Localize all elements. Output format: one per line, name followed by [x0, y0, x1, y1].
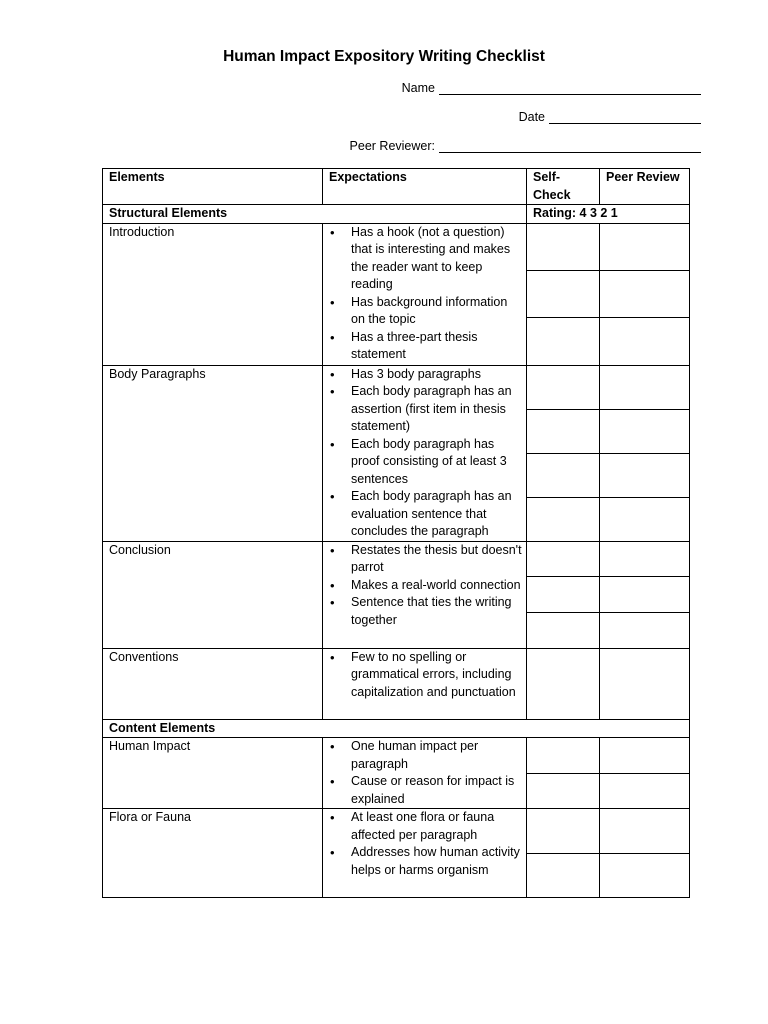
self-check-cell[interactable] — [527, 648, 600, 719]
page-title: Human Impact Expository Writing Checklist — [223, 48, 545, 65]
self-check-box[interactable] — [527, 738, 599, 773]
expectation-item: • Sentence that ties the writing together — [329, 594, 522, 629]
expectation-item: • Each body paragraph has proof consisting of at least 3 sentences — [329, 436, 522, 489]
expectation-item: • Has a hook (not a question) that is interesting and makes the reader want to keep reading — [329, 224, 522, 294]
peer-review-box[interactable] — [600, 270, 689, 317]
self-check-cell[interactable] — [527, 738, 600, 809]
expectations-cell — [323, 809, 527, 898]
self-check-cell[interactable] — [527, 541, 600, 648]
date-label: Date — [518, 110, 545, 124]
expectations-list — [329, 738, 522, 808]
expectation-item: • Has a three-part thesis statement — [329, 329, 522, 364]
section-title-content: Content Elements — [103, 719, 690, 738]
peer-review-box[interactable] — [600, 542, 689, 577]
peer-review-box[interactable] — [600, 649, 689, 719]
self-check-cell[interactable] — [527, 809, 600, 898]
peer-review-cell[interactable] — [600, 648, 690, 719]
self-check-box[interactable] — [527, 224, 599, 270]
table-row — [103, 809, 690, 898]
expectations-list — [329, 649, 522, 702]
peer-review-box[interactable] — [600, 366, 689, 409]
table-header-row — [103, 169, 690, 205]
self-check-box[interactable] — [527, 649, 599, 719]
expectation-item: • Each body paragraph has an assertion (first item in thesis statement) — [329, 383, 522, 436]
expectations-list — [329, 224, 522, 364]
expectation-item: • At least one flora or fauna affected per paragraph — [329, 809, 522, 844]
expectation-item: • Has 3 body paragraphs — [329, 366, 522, 384]
checklist-table — [102, 168, 690, 898]
peer-review-box[interactable] — [600, 612, 689, 648]
column-header-expectations: Expectations — [323, 169, 527, 205]
peer-review-box[interactable] — [600, 576, 689, 612]
self-check-box[interactable] — [527, 809, 599, 853]
self-check-box[interactable] — [527, 270, 599, 317]
expectations-list — [329, 542, 522, 630]
rating-scale: Rating: 4 3 2 1 — [527, 205, 690, 224]
name-label: Name — [401, 81, 435, 95]
section-row-structural — [103, 205, 690, 224]
expectations-cell — [323, 648, 527, 719]
expectations-cell — [323, 365, 527, 541]
expectation-item: • Makes a real-world connection — [329, 577, 522, 595]
column-header-elements: Elements — [103, 169, 323, 205]
peer-review-cell[interactable] — [600, 809, 690, 898]
section-row-content — [103, 719, 690, 738]
peer-review-cell[interactable] — [600, 541, 690, 648]
name-field[interactable] — [402, 81, 701, 95]
self-check-box[interactable] — [527, 773, 599, 809]
peer-review-box[interactable] — [600, 409, 689, 453]
expectation-item: • Addresses how human activity helps or harms organism — [329, 844, 522, 879]
peer-review-box[interactable] — [600, 224, 689, 270]
self-check-box[interactable] — [527, 542, 599, 577]
peer-review-box[interactable] — [600, 773, 689, 809]
expectations-list — [329, 809, 522, 879]
self-check-box[interactable] — [527, 453, 599, 497]
peer-reviewer-blank-line[interactable] — [439, 139, 701, 153]
peer-review-cell[interactable] — [600, 738, 690, 809]
expectations-list — [329, 366, 522, 541]
element-name: Conclusion — [103, 541, 323, 648]
table-row — [103, 541, 690, 648]
peer-review-cell[interactable] — [600, 223, 690, 365]
table-row — [103, 738, 690, 809]
expectation-item: • Has background information on the topic — [329, 294, 522, 329]
element-name: Introduction — [103, 223, 323, 365]
expectation-item: • Each body paragraph has an evaluation sentence that concludes the paragraph — [329, 488, 522, 541]
self-check-box[interactable] — [527, 497, 599, 541]
peer-review-box[interactable] — [600, 317, 689, 364]
peer-review-box[interactable] — [600, 809, 689, 853]
table-row — [103, 365, 690, 541]
column-header-peer-review: Peer Review — [600, 169, 690, 205]
column-header-self-check: Self-Check — [527, 169, 600, 205]
self-check-box[interactable] — [527, 409, 599, 453]
expectation-item: • Cause or reason for impact is explained — [329, 773, 522, 808]
element-name: Conventions — [103, 648, 323, 719]
date-field[interactable] — [519, 110, 701, 124]
peer-review-box[interactable] — [600, 853, 689, 898]
table-row — [103, 648, 690, 719]
date-blank-line[interactable] — [549, 110, 701, 124]
element-name: Flora or Fauna — [103, 809, 323, 898]
expectations-cell — [323, 541, 527, 648]
expectation-item: • Restates the thesis but doesn't parrot — [329, 542, 522, 577]
self-check-cell[interactable] — [527, 223, 600, 365]
peer-reviewer-label: Peer Reviewer: — [349, 139, 435, 153]
self-check-cell[interactable] — [527, 365, 600, 541]
self-check-box[interactable] — [527, 576, 599, 612]
element-name: Human Impact — [103, 738, 323, 809]
expectations-cell — [323, 738, 527, 809]
table-row — [103, 223, 690, 365]
expectation-item: • One human impact per paragraph — [329, 738, 522, 773]
peer-review-cell[interactable] — [600, 365, 690, 541]
peer-reviewer-field[interactable] — [350, 139, 701, 153]
element-name: Body Paragraphs — [103, 365, 323, 541]
self-check-box[interactable] — [527, 366, 599, 409]
peer-review-box[interactable] — [600, 497, 689, 541]
expectation-item: • Few to no spelling or grammatical errors, including capitalization and punctuation — [329, 649, 522, 702]
name-blank-line[interactable] — [439, 81, 701, 95]
expectations-cell — [323, 223, 527, 365]
peer-review-box[interactable] — [600, 738, 689, 773]
self-check-box[interactable] — [527, 317, 599, 364]
section-title-structural: Structural Elements — [103, 205, 527, 224]
peer-review-box[interactable] — [600, 453, 689, 497]
self-check-box[interactable] — [527, 853, 599, 898]
self-check-box[interactable] — [527, 612, 599, 648]
